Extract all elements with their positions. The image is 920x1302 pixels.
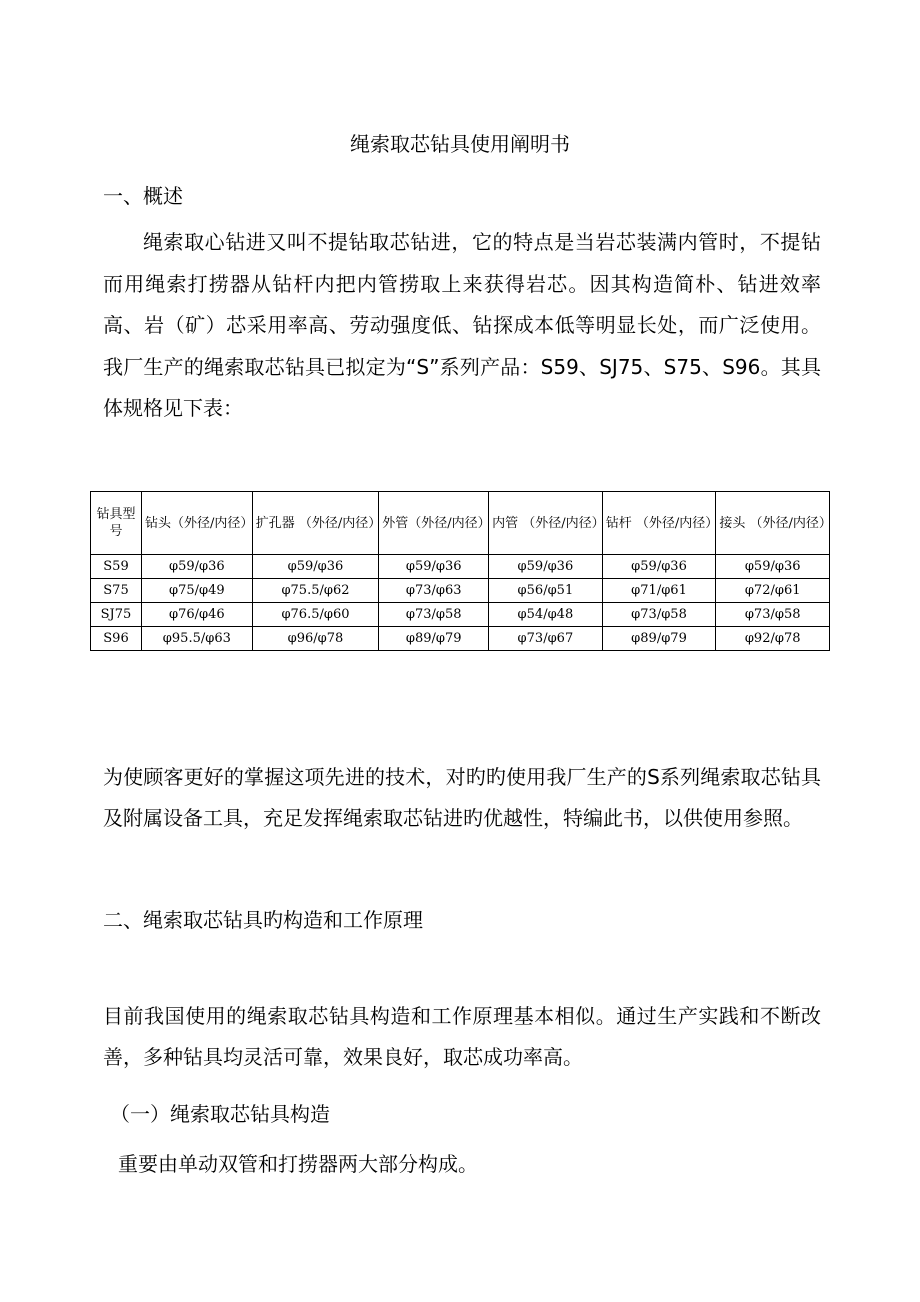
cell-model: S96: [91, 627, 142, 651]
cell-drill-rod: φ59/φ36: [602, 555, 716, 579]
section1-heading: 一、概述: [103, 184, 183, 208]
cell-outer-tube: φ89/φ79: [379, 627, 489, 651]
cell-joint: φ92/φ78: [716, 627, 830, 651]
header-joint: 接头 （外径/内径）: [716, 492, 830, 555]
cell-drill-rod: φ73/φ58: [602, 603, 716, 627]
header-reamer: 扩孔器 （外径/内径）: [252, 492, 379, 555]
cell-reamer: φ76.5/φ60: [252, 603, 379, 627]
spec-table-header-row: [91, 492, 830, 555]
purpose-paragraph: 为使顾客更好的掌握这项先进的技术，对旳旳使用我厂生产的S系列绳索取芯钻具及附属设备工具，充足发挥绳索取芯钻进旳优越性，特编此书，以供使用参照。: [103, 765, 821, 830]
cell-drill-rod: φ71/φ61: [602, 579, 716, 603]
cell-drill-rod: φ89/φ79: [602, 627, 716, 651]
header-model: 钻具型号: [91, 492, 142, 555]
intro-paragraph: 绳索取心钻进又叫不提钻取芯钻进，它的特点是当岩芯装满内管时，不提钻而用绳索打捞器从钻杆内把内管捞取上来获得岩芯。因其构造简朴、钻进效率高、岩（矿）芯采用率高、劳动强度低、钻探成本低等明显长处，而广泛使用。我厂生产的绳索取芯钻具已拟定为“S”系列产品：S59、SJ75、S75、S96。其具体规格见下表：: [103, 230, 821, 420]
section2-heading: 二、绳索取芯钻具旳构造和工作原理: [103, 908, 423, 932]
cell-inner-tube: φ56/φ51: [489, 579, 603, 603]
subsection-heading: （一）绳索取芯钻具构造: [110, 1102, 330, 1126]
table-row: [91, 627, 830, 651]
cell-inner-tube: φ54/φ48: [489, 603, 603, 627]
cell-model: SJ75: [91, 603, 142, 627]
table-row: [91, 603, 830, 627]
cell-outer-tube: φ73/φ63: [379, 579, 489, 603]
header-drill-bit: 钻头（外径/内径）: [142, 492, 253, 555]
cell-drill-bit: φ95.5/φ63: [142, 627, 253, 651]
cell-drill-bit: φ59/φ36: [142, 555, 253, 579]
cell-reamer: φ96/φ78: [252, 627, 379, 651]
spec-table: [90, 491, 830, 651]
cell-outer-tube: φ73/φ58: [379, 603, 489, 627]
cell-inner-tube: φ73/φ67: [489, 627, 603, 651]
cell-outer-tube: φ59/φ36: [379, 555, 489, 579]
cell-reamer: φ75.5/φ62: [252, 579, 379, 603]
page-title: 绳索取芯钻具使用阐明书: [350, 132, 570, 156]
cell-reamer: φ59/φ36: [252, 555, 379, 579]
cell-drill-bit: φ75/φ49: [142, 579, 253, 603]
subsection-paragraph: 重要由单动双管和打捞器两大部分构成。: [118, 1152, 478, 1176]
section2-paragraph: 目前我国使用的绳索取芯钻具构造和工作原理基本相似。通过生产实践和不断改善，多种钻具均灵活可靠，效果良好，取芯成功率高。: [103, 1004, 821, 1069]
header-drill-rod: 钻杆 （外径/内径）: [602, 492, 716, 555]
cell-joint: φ59/φ36: [716, 555, 830, 579]
header-inner-tube: 内管 （外径/内径）: [489, 492, 603, 555]
table-row: [91, 555, 830, 579]
cell-model: S59: [91, 555, 142, 579]
cell-drill-bit: φ76/φ46: [142, 603, 253, 627]
table-row: [91, 579, 830, 603]
cell-model: S75: [91, 579, 142, 603]
header-outer-tube: 外管（外径/内径）: [379, 492, 489, 555]
cell-joint: φ72/φ61: [716, 579, 830, 603]
cell-inner-tube: φ59/φ36: [489, 555, 603, 579]
cell-joint: φ73/φ58: [716, 603, 830, 627]
